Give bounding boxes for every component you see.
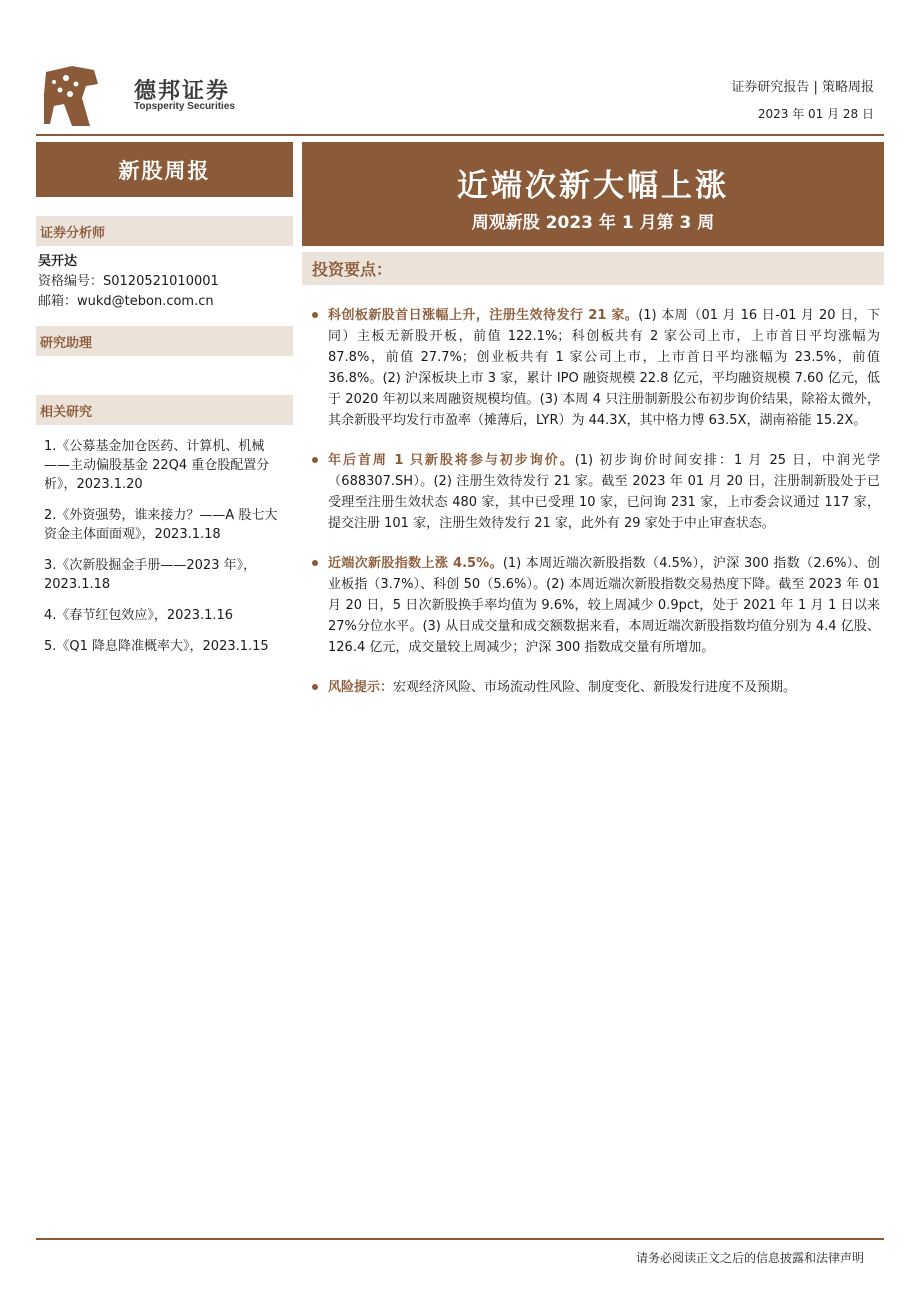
company-logo [42,64,100,128]
assistant-heading: 研究助理 [36,326,293,356]
analyst-heading: 证券分析师 [36,216,293,246]
investment-point [310,677,880,698]
brand-name: 德邦证券 [134,79,231,104]
point-heading: 风险提示： [328,680,394,695]
analyst-email: 邮箱：wukd@tebon.com.cn [38,294,214,309]
related-item[interactable]: 2.《外资强势，谁来接力？——A 股七大资金主体面面观》，2023.1.18 [44,508,278,542]
point-body: (1) 本周（01 月 16 日-01 月 20 日，下同）主板无新股开板，前值 122.1%；科创板共有 2 家公司上市，上市首日平均涨幅为 87.8%，前值 27.7%；创业板共有 1 家公司上市，上市首日平均涨幅为 23.5%，前值 36.8%。(2) 沪深板块上市 3 家，累计 IPO 融资规模 22.8 亿元，平均融资规模 7.60 亿元，低于 2020 年初以来周融资规模均值。(3) 本周 4 只注册制新股公布初步询价结果，除裕太微外，其余新股平均发行市盈率（摊薄后，LYR）为 44.3X，其中格力博 63.5X，湖南裕能 15.2X。 [328,308,880,428]
title-banner [302,142,884,246]
point-body: (1) 本周近端次新股指数（4.5%），沪深 300 指数（2.6%）、创业板指（3.7%）、科创 50（5.6%）。(2) 本周近端次新股指数交易热度下降。截至 2023 年 01 月 20 日，5 日次新股换手率均值为 9.6%，较上周减少 0.9pct，处于 2021 年 1 月 1 日以来 27%分位水平。(3) 从日成交量和成交额数据来看，本周近端次新股指数均值分别为 4.4 亿股、126.4 亿元，成交量较上周减少；沪深 300 指数成交量有所增加。 [328,556,880,655]
related-item[interactable]: 1.《公募基金加仓医药、计算机、机械——主动偏股基金 22Q4 重仓股配置分析》，2023.1.20 [44,439,270,492]
investment-point [310,553,880,658]
report-type: 证券研究报告 [731,80,810,95]
investment-points [310,305,880,717]
analyst-license: 资格编号：S0120521010001 [38,274,219,289]
related-item[interactable]: 5.《Q1 降息降准概率大》，2023.1.15 [44,639,269,654]
brand-name-en: Topsperity Securities [134,101,235,112]
point-body: 宏观经济风险、市场流动性风险、制度变化、新股发行进度不及预期。 [393,680,797,695]
report-type-line [731,76,874,95]
related-item[interactable]: 4.《春节红包效应》，2023.1.16 [44,608,234,623]
point-heading: 科创板新股首日涨幅上升，注册生效待发行 21 家。 [328,308,639,323]
point-heading: 近端次新股指数上涨 4.5%。 [328,556,503,571]
separator: | [813,80,822,95]
bullet-dot-icon [312,457,318,463]
report-category: 策略周报 [821,80,874,95]
report-label: 新股周报 [36,142,293,197]
investment-heading: 投资要点： [302,252,884,285]
point-body: (1) 初步询价时间安排：1 月 25 日，中润光学（688307.SH）。(2) 注册生效待发行 21 家。截至 2023 年 01 月 20 日，注册制新股处于已受理至注册生效状态 480 家，其中已受理 10 家，已问询 231 家，上市委会议通过 117 家，提交注册 101 家，注册生效待发行 21 家，此外有 29 家处于中止审查状态。 [328,453,880,531]
related-heading: 相关研究 [36,395,293,425]
related-item[interactable]: 3.《次新股掘金手册——2023 年》，2023.1.18 [44,558,257,592]
footer-disclaimer: 请务必阅读正文之后的信息披露和法律声明 [635,1251,864,1265]
analyst-name: 吴开达 [38,254,78,269]
bullet-dot-icon [312,684,318,690]
point-heading: 年后首周 1 只新股将参与初步询价。 [328,453,575,468]
related-research-list [44,437,284,668]
investment-point [310,450,880,534]
page-title: 近端次新大幅上涨 [457,168,729,204]
bullet-dot-icon [312,560,318,566]
investment-point [310,305,880,431]
page-subtitle: 周观新股 2023 年 1 月第 3 周 [471,213,715,233]
report-date: 2023 年 01 月 28 日 [757,107,874,121]
footer-divider [36,1238,884,1240]
header-divider [36,134,884,136]
bullet-dot-icon [312,312,318,318]
